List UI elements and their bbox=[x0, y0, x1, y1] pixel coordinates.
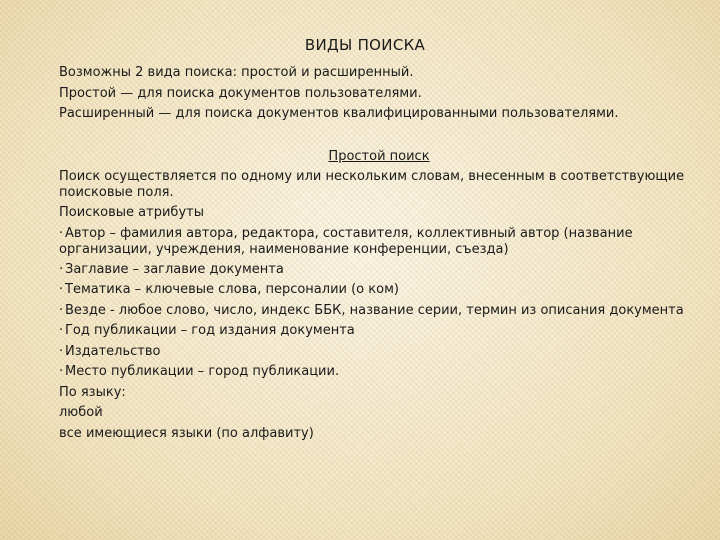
bullet-marker: · bbox=[59, 323, 64, 338]
bullet-marker: · bbox=[59, 343, 64, 359]
intro-line: Расширенный — для поиска документов квалифицированными пользователями. bbox=[59, 106, 619, 121]
slide-title: ВИДЫ ПОИСКА bbox=[304, 36, 426, 54]
bullet-marker: · bbox=[59, 364, 64, 379]
attribute-text: Место публикации – город публикации. bbox=[65, 364, 340, 379]
bullet-marker: · bbox=[59, 261, 64, 277]
attribute-item bbox=[59, 342, 689, 363]
intro-line: Простой — для поиска документов пользователями. bbox=[59, 85, 422, 101]
attribute-text: Автор – фамилия автора, редактора, составителя, коллективный автор (название организации, учреждения, наименование конференции, съезда) bbox=[59, 225, 633, 257]
language-option: любой bbox=[59, 405, 103, 420]
attribute-text: Год публикации – год издания документа bbox=[65, 323, 355, 338]
bullet-marker: · bbox=[59, 225, 64, 241]
attribute-item bbox=[59, 301, 689, 322]
slide-body bbox=[59, 63, 689, 444]
attribute-text: Тематика – ключевые слова, персоналии (о ком) bbox=[65, 282, 399, 297]
bullet-marker: · bbox=[59, 302, 64, 318]
attribute-item bbox=[59, 224, 689, 260]
subheading: Простой поиск bbox=[328, 148, 430, 164]
attribute-item bbox=[59, 260, 689, 281]
attribute-text: Издательство bbox=[65, 343, 161, 359]
attribute-item bbox=[59, 280, 689, 301]
search-description: Поиск осуществляется по одному или нескольким словам, внесенным в соответствующие поисковые поля. bbox=[59, 169, 685, 200]
attribute-item bbox=[59, 321, 689, 342]
attributes-heading: Поисковые атрибуты bbox=[59, 205, 204, 220]
attribute-text: Везде - любое слово, число, индекс ББК, название серии, термин из описания документа bbox=[65, 302, 684, 318]
language-option: все имеющиеся языки (по алфавиту) bbox=[59, 425, 314, 441]
subheading-row bbox=[59, 147, 689, 168]
attribute-text: Заглавие – заглавие документа bbox=[65, 261, 284, 277]
language-heading: По языку: bbox=[59, 384, 126, 400]
attribute-item bbox=[59, 362, 689, 383]
bullet-marker: · bbox=[59, 282, 64, 297]
intro-line: Возможны 2 вида поиска: простой и расширенный. bbox=[59, 65, 414, 80]
